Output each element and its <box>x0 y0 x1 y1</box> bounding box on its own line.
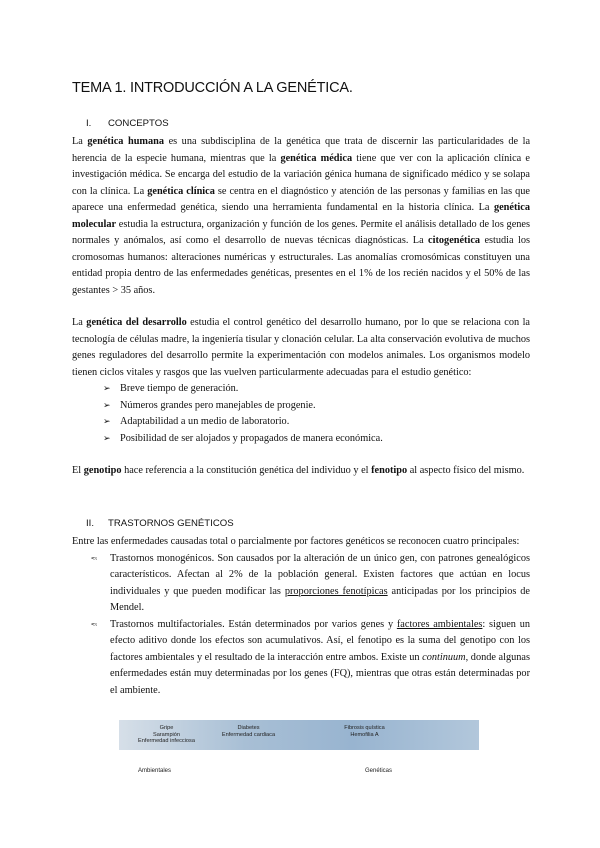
pointing-hand-icon: 🖘 <box>91 553 98 564</box>
arrowhead-bullet-icon: ➢ <box>103 384 111 394</box>
section-number: II. <box>86 518 94 529</box>
trastornos-body <box>72 534 530 699</box>
arrowhead-bullet-icon: ➢ <box>103 417 111 427</box>
list-item: ➢ Posibilidad de ser alojados y propagados de manera económica. <box>120 431 530 448</box>
paragraph-intro: Entre las enfermedades causadas total o parcialmente por factores genéticos se reconocen cuatro principales: <box>72 536 520 547</box>
arrowhead-bullet-icon: ➢ <box>103 400 111 411</box>
section-heading-trastornos <box>86 518 234 529</box>
environmental-examples: Gripe Sarampión Enfermedad infecciosa <box>138 725 195 745</box>
section-title: TRASTORNOS GENÉTICOS <box>108 518 234 529</box>
paragraph-genetics-definitions: La genética humana es una subdisciplina de la genética que trata de discernir las particularidades de la herencia de la especie humana, mientras que la genética médica tiene que ver con la aplicación clínica e investigación médica. Se encarga del estudio de la variación génica humana de significado médico y se solapa con la clínica. La genética clínica se centra en el diagnóstico y atención de las personas y familias en las que aparece una enfermedad genética, siendo una herramienta fundamental en la historia clínica. La genética molecular estudia la estructura, organización y función de los genes. Permite el análisis detallado de los genes normales y anómalos, así como el desarrollo de nuevas técnicas diagnósticas. La citogenética estudia los cromosomas humanos: alteraciones numéricas y estructurales. Las anomalías cromosómicas constituyen una entidad propia dentro de las enfermedades genéticas, presentes en el 1% de los recién nacidos y el 50% de las gestantes > 35 años. <box>72 136 531 296</box>
section-title: CONCEPTOS <box>108 118 169 129</box>
genetic-examples: Fibrosis quística Hemofilia A <box>344 725 385 738</box>
axis-label-genetic: Genéticas <box>365 768 393 774</box>
paragraph-genotype-phenotype: El genotipo hace referencia a la constitución genética del individuo y el fenotipo al aspecto físico del mismo. <box>72 465 525 476</box>
axis-label-environmental: Ambientales <box>138 768 172 774</box>
list-item: ➢ Adaptabilidad a un medio de laboratorio. <box>120 414 530 431</box>
list-item: ➢ Breve tiempo de generación. <box>120 381 530 398</box>
pointing-hand-icon: 🖘 <box>91 619 98 630</box>
disorder-types-list <box>72 551 530 700</box>
list-item: 🖘 Trastornos multifactoriales. Están determinados por varios genes y factores ambientales: siguen un efecto aditivo donde los efectos son acumulativos. Así, el fenotipo es la suma del genotipo con los factores ambientales y el resultado de la interacción entre ambos. Existe un continuum, donde algunas enfermedades están muy determinadas por los genes (FQ), mientras que otras están determinadas por el ambiente. <box>91 618 531 696</box>
paragraph-developmental-genetics: La genética del desarrollo estudia el control genético del desarrollo humano, por lo que se relaciona con la tecnología de células madre, la ingeniería tisular y clonación celular. La alta conservación evolutiva de muchos genes reguladores del desarrollo permite la experimentación con modelos animales. Los organismos modelo tienen ciclos vitales y rasgos que las vuelven particularmente adecuadas para el estudio genético: <box>72 317 530 378</box>
section-heading-conceptos <box>86 118 169 129</box>
list-item: ➢ Números grandes pero manejables de progenie. <box>120 398 530 415</box>
multifactorial-examples: Diabetes Enfermedad cardiaca <box>221 725 276 738</box>
document-title: TEMA 1. INTRODUCCIÓN A LA GENÉTICA. <box>72 80 353 96</box>
section-number: I. <box>86 118 92 129</box>
genetic-environmental-continuum-diagram <box>119 720 479 782</box>
conceptos-body <box>72 134 530 480</box>
list-item: 🖘 Trastornos monogénicos. Son causados por la alteración de un único gen, con patrones genealógicos característicos. Afectan al 2% de la población general. Existen factores que actúan en locus individuales y que pueden modificar las proporciones fenotípicas anticipadas por los principios de Mendel. <box>91 552 530 613</box>
model-organism-traits-list <box>72 381 530 447</box>
arrowhead-bullet-icon: ➢ <box>103 433 111 444</box>
